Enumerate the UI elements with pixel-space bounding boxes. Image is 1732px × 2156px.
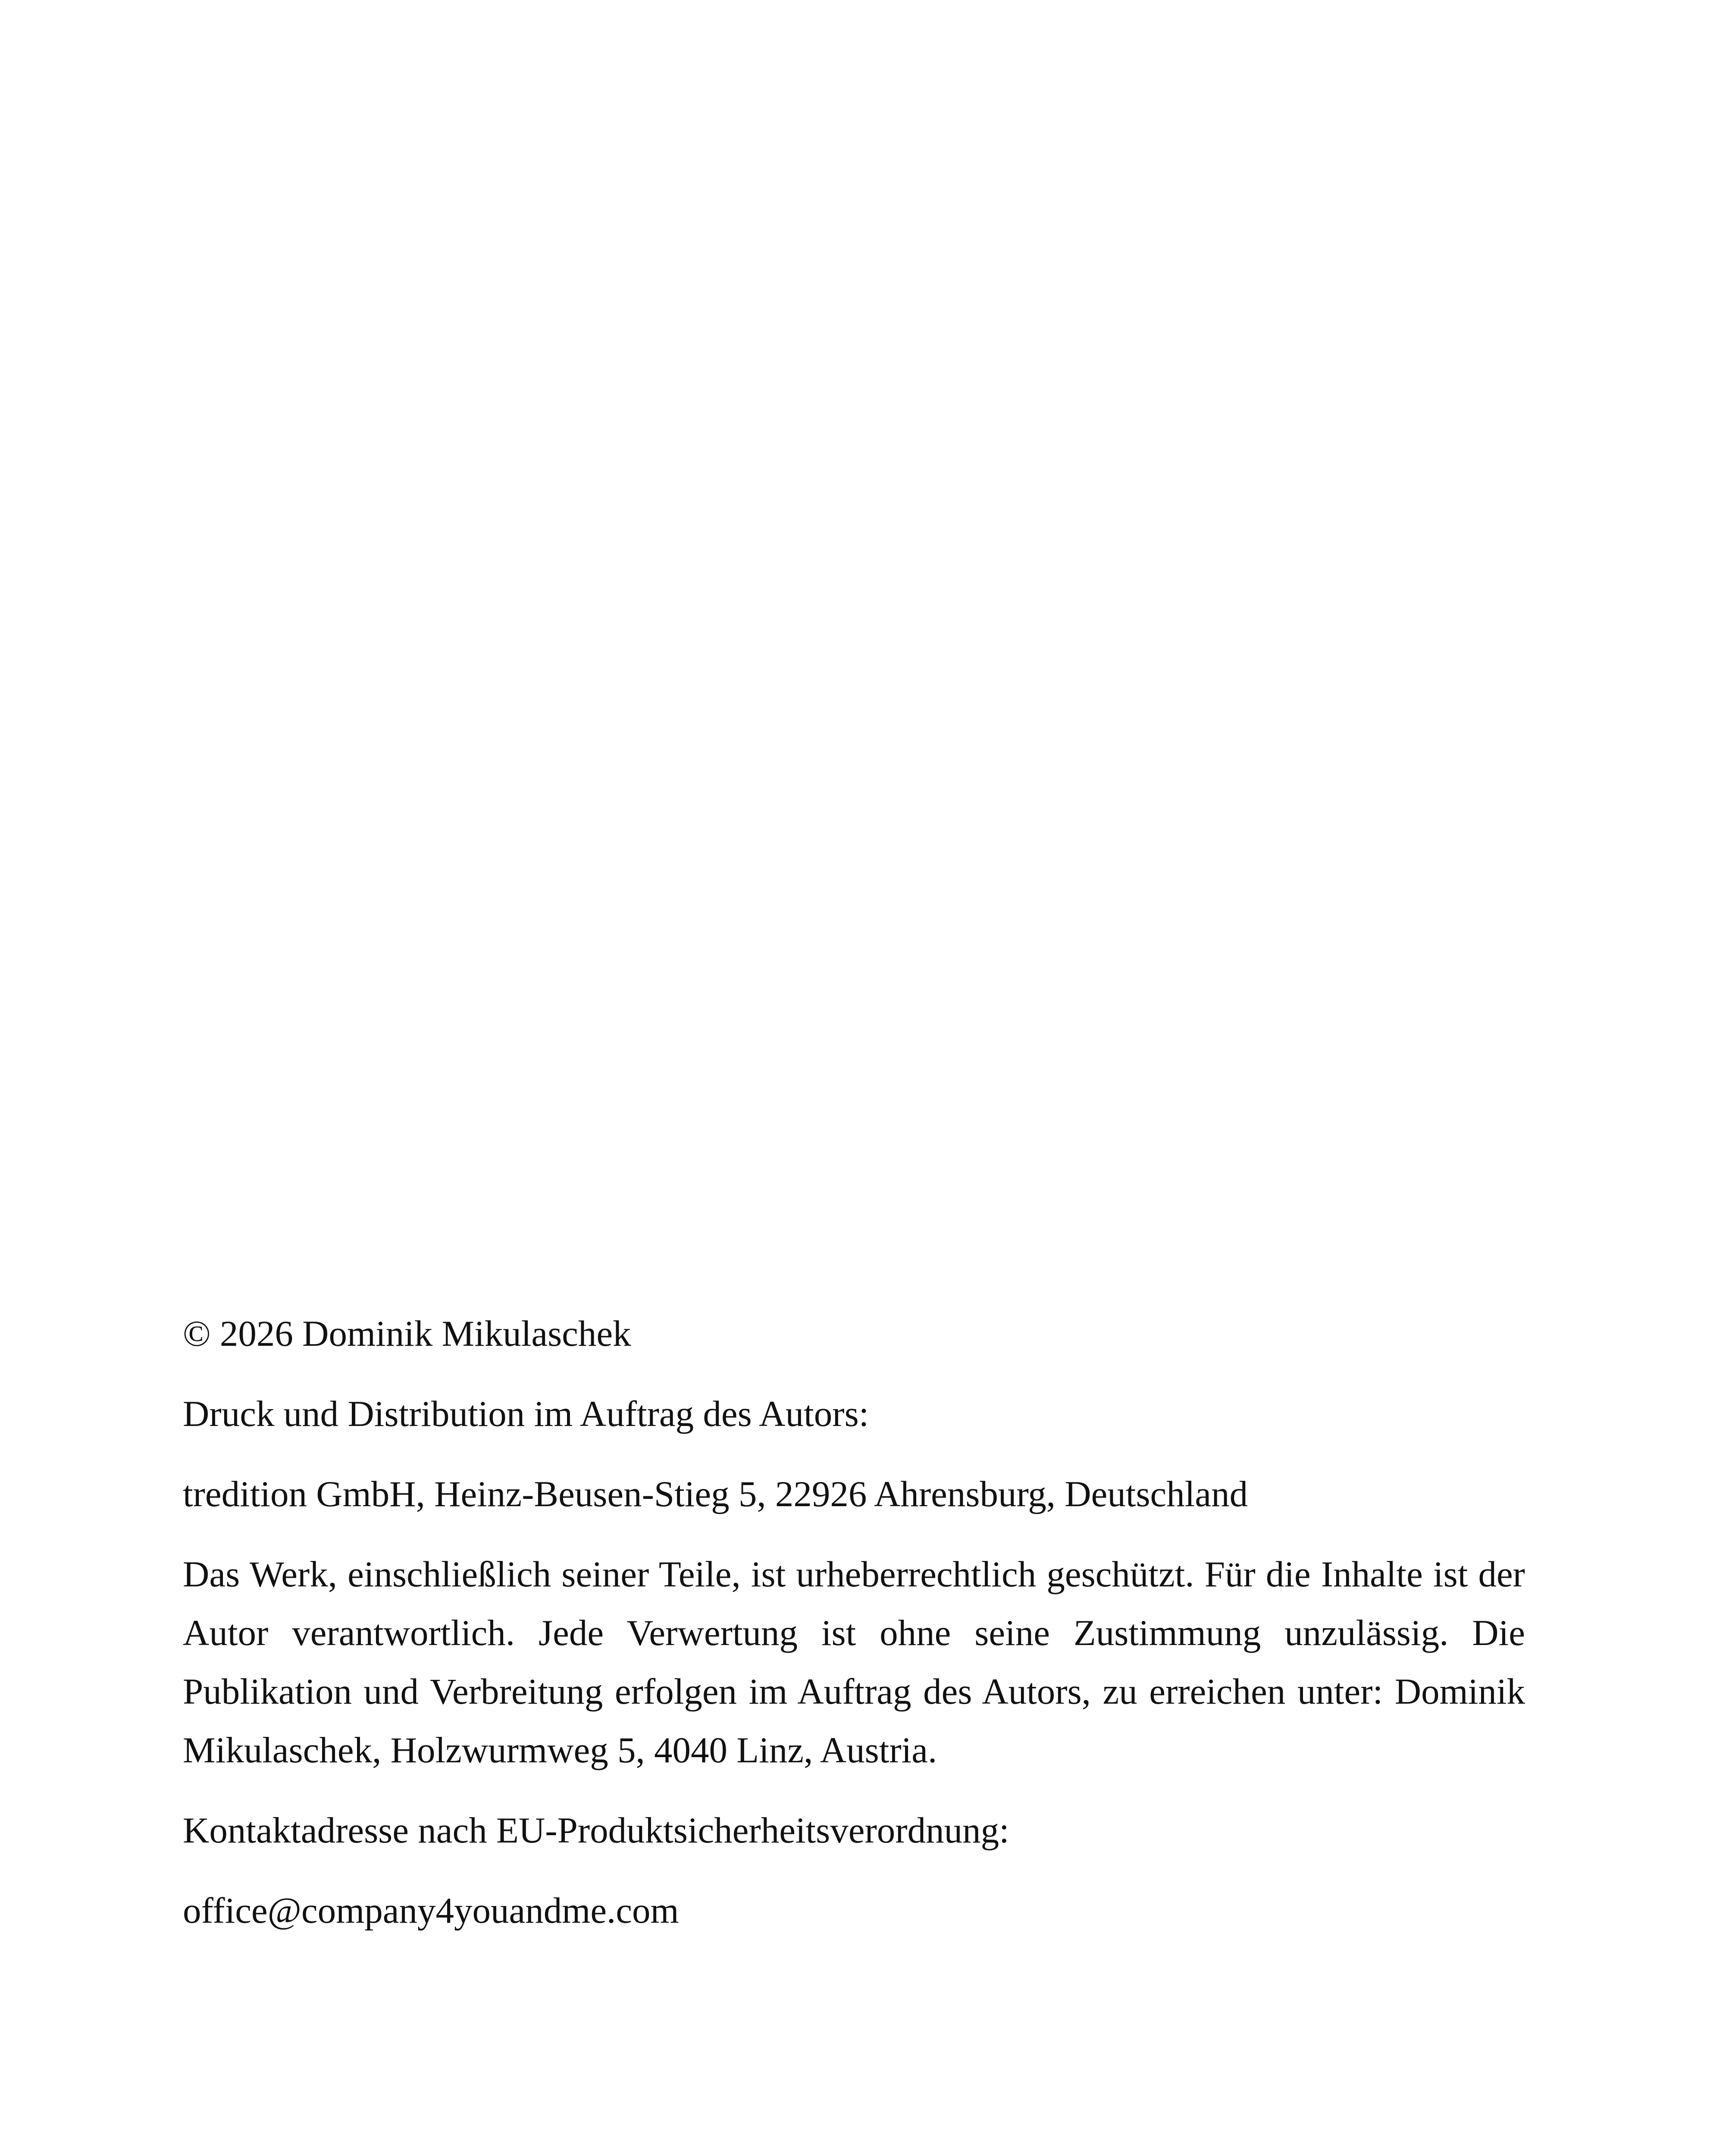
contact-email-link[interactable]: office@company4youandme.com [183, 1890, 679, 1931]
contact-email-line [183, 1881, 1525, 1940]
imprint-block [183, 1304, 1525, 1962]
rights-notice: Das Werk, einschließlich seiner Teile, ist urheberrechtlich geschützt. Für die Inhalte ist der Autor verantwortlich. Jede Verwertung ist ohne seine Zustimmung unzulässig. Die Publikation und Verbreitung erfolgen im Auftrag des Autors, zu erreichen unter: Dominik Mikulaschek, Holzwurmweg 5, 4040 Linz, Austria. [183, 1554, 1525, 1771]
distribution-label: Druck und Distribution im Auftrag des Autors: [183, 1394, 869, 1434]
copyright-line: © 2026 Dominik Mikulaschek [183, 1313, 631, 1354]
publisher-address: tredition GmbH, Heinz-Beusen-Stieg 5, 22926 Ahrensburg, Deutschland [183, 1474, 1248, 1514]
contact-label: Kontaktadresse nach EU-Produktsicherheitsverordnung: [183, 1810, 1009, 1851]
